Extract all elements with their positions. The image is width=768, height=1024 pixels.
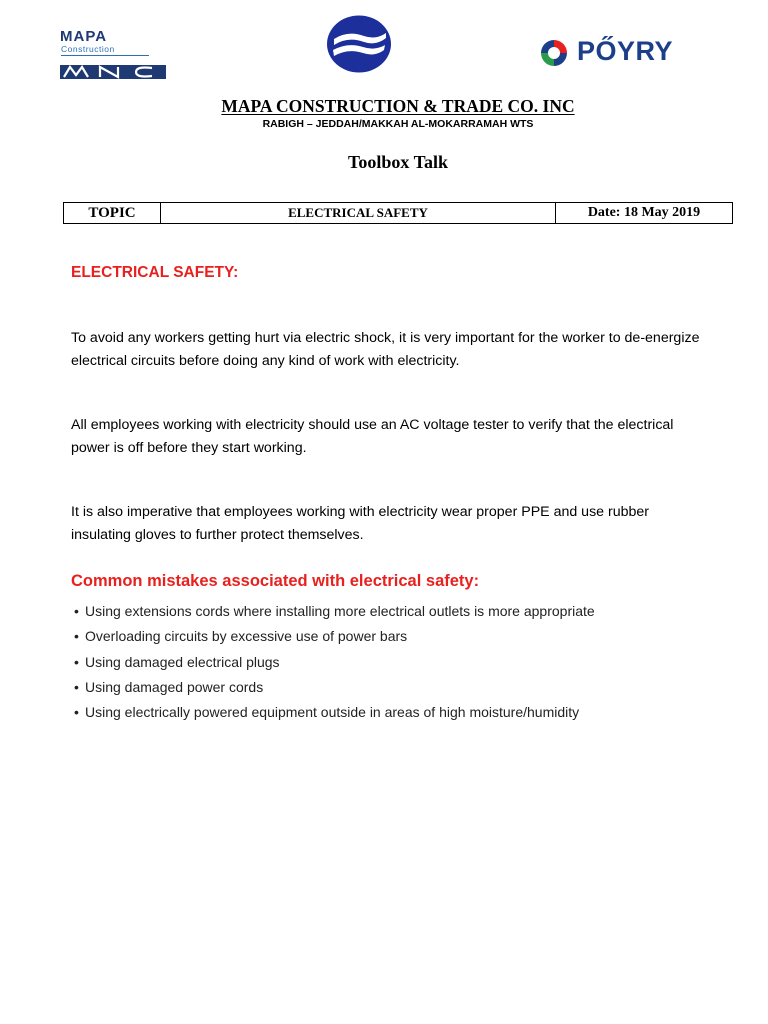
list-item [74,675,595,700]
list-item-text: Using electrically powered equipment outside in areas of high moisture/humidity [85,704,580,721]
section-heading: ELECTRICAL SAFETY: [71,264,239,281]
mapa-subline: Construction [61,44,115,54]
paragraph: All employees working with electricity should use an AC voltage tester to verify that the electrical power is off before they start working. [71,417,674,456]
list-item-text: Overloading circuits by excessive use of power bars [85,628,408,645]
list-item [74,650,595,675]
paragraph: It is also imperative that employees working with electricity wear proper PPE and use rubber insulating gloves to further protect themselves. [71,504,650,543]
paragraph: To avoid any workers getting hurt via electric shock, it is very important for the worker to de-energize electrical circuits before doing any kind of work with electricity. [71,330,700,369]
mapa-rule [61,55,149,56]
list-item-text: Using damaged electrical plugs [85,653,280,670]
topic-value-cell: ELECTRICAL SAFETY [161,203,556,223]
project-location: RABIGH – JEDDAH/MAKKAH AL-MOKARRAMAH WTS [262,118,534,130]
poyry-swirl-icon [537,37,571,69]
list-item [74,624,595,649]
list-item-text: Using extensions cords where installing more electrical outlets is more appropriate [85,603,595,619]
mistakes-list [74,599,595,725]
bullet-icon: • [74,603,79,619]
date-cell: Date: 18 May 2019 [587,205,701,220]
list-item-text: Using damaged power cords [85,678,264,695]
center-emblem-logo [326,15,392,73]
poyry-wordmark: PŐYRY [577,36,674,66]
poyry-logo [537,35,712,71]
mapa-wordmark: MAPA [60,28,108,45]
list-item [74,700,595,725]
bullet-icon: • [74,704,79,721]
bullet-icon: • [74,678,79,695]
mistakes-heading: Common mistakes associated with electrical safety: [71,572,480,590]
list-item [74,599,595,624]
mnc-monogram [60,64,166,80]
topic-table [63,202,733,224]
mapa-logo [58,28,168,82]
company-name: MAPA CONSTRUCTION & TRADE CO. INC [221,96,575,116]
document-title: Toolbox Talk [348,152,448,172]
wave-emblem-icon [326,15,392,73]
bullet-icon: • [74,628,79,645]
bullet-icon: • [74,653,79,670]
topic-label-cell: TOPIC [64,203,161,223]
